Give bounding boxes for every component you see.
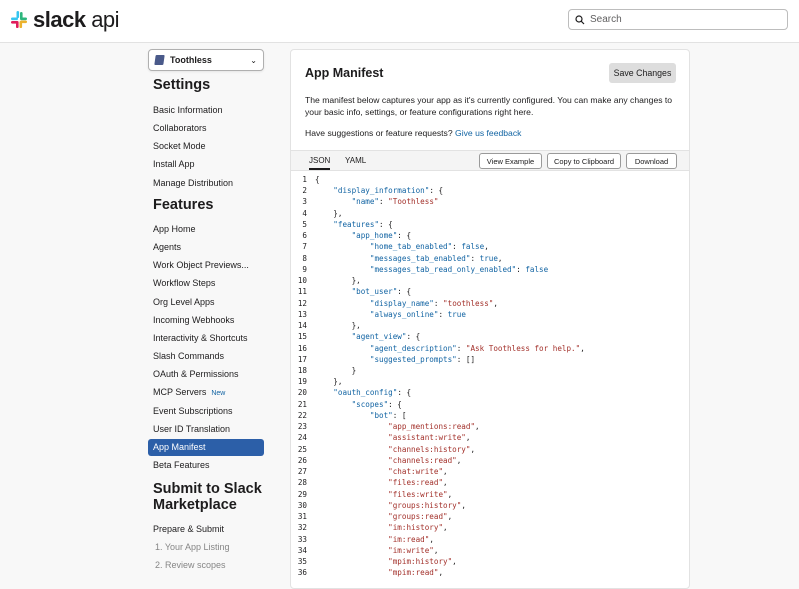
code-line [291, 208, 689, 219]
tab-yaml[interactable]: YAML [345, 156, 367, 165]
sidebar-item-beta-features[interactable] [148, 457, 264, 474]
code-line [291, 354, 689, 365]
code-text: }, [315, 208, 343, 218]
code-line [291, 298, 689, 309]
code-line [291, 174, 689, 185]
code-line [291, 489, 689, 500]
code-text: "app_mentions:read", [388, 422, 480, 432]
code-text: { [315, 175, 320, 184]
line-number: 25 [297, 444, 307, 454]
code-line [291, 399, 689, 410]
sidebar-item-label: Slash Commands [153, 351, 225, 362]
code-line [291, 477, 689, 488]
code-text: "mpim:read", [388, 568, 444, 578]
sidebar-item-collaborators[interactable] [148, 120, 264, 137]
line-number: 7 [302, 242, 307, 252]
sidebar-item-interactivity-shortcuts[interactable] [148, 330, 264, 347]
code-line [291, 522, 689, 533]
line-number: 35 [297, 556, 307, 566]
code-text: } [315, 365, 357, 375]
code-line [291, 511, 689, 522]
line-number: 6 [302, 231, 307, 241]
code-text: "assistant:write", [388, 433, 471, 443]
code-text: "files:read", [388, 478, 448, 488]
line-number: 32 [297, 523, 307, 533]
code-text: "im:read", [388, 534, 434, 544]
sidebar-item-label: Basic Information [153, 105, 223, 115]
app-name: Toothless [170, 55, 212, 65]
line-number: 26 [297, 455, 307, 465]
code-line [291, 286, 689, 297]
view-example-button[interactable]: View Example [479, 153, 542, 169]
code-line [291, 343, 689, 354]
line-number: 17 [297, 354, 307, 364]
section-title: Settings [153, 77, 211, 93]
line-number: 10 [297, 276, 307, 286]
code-line [291, 455, 689, 466]
feedback-text [305, 128, 521, 138]
sidebar-item-label: App Home [153, 224, 196, 234]
line-number: 9 [302, 264, 307, 274]
line-number: 18 [297, 365, 307, 375]
line-number: 19 [297, 377, 307, 387]
sidebar-item-prepare-submit[interactable] [148, 521, 264, 538]
app-selector[interactable] [148, 49, 264, 71]
line-number: 20 [297, 388, 307, 398]
copy-to-clipboard-button[interactable]: Copy to Clipboard [547, 153, 621, 169]
sidebar-item-label: User ID Translation [153, 423, 231, 434]
sidebar-item-label: OAuth & Permissions [153, 369, 239, 380]
code-line [291, 320, 689, 331]
sidebar-item-basic-information[interactable] [148, 102, 264, 119]
sidebar-item-label: Event Subscriptions [153, 405, 233, 416]
line-number: 8 [302, 253, 307, 263]
code-line [291, 556, 689, 567]
code-text: "home_tab_enabled": false, [369, 242, 489, 252]
code-line [291, 432, 689, 443]
sidebar [148, 49, 268, 571]
code-line [291, 331, 689, 342]
chevron-down-icon: ⌄ [250, 55, 257, 65]
logo-text: slack [33, 7, 86, 32]
code-text: "agent_description": "Ask Toothless for help.", [369, 343, 585, 353]
line-number: 13 [297, 309, 307, 319]
sidebar-item-oauth-permissions[interactable] [148, 366, 264, 383]
code-line [291, 309, 689, 320]
search-box[interactable] [568, 9, 788, 30]
line-number: 4 [302, 208, 307, 218]
code-text: "features": { [333, 219, 393, 229]
sidebar-item-label: App Manifest [153, 441, 206, 452]
line-number: 2 [302, 186, 307, 196]
sidebar-item-label: Incoming Webhooks [153, 314, 235, 325]
code-text: "scopes": { [351, 399, 402, 409]
code-text: "chat:write", [388, 467, 448, 477]
line-number: 29 [297, 489, 307, 499]
sidebar-item-install-app[interactable] [148, 156, 264, 173]
line-number: 14 [297, 321, 307, 331]
code-text: "suggested_prompts": [] [369, 354, 476, 364]
sidebar-item-label: Interactivity & Shortcuts [153, 332, 248, 343]
code-line [291, 387, 689, 398]
feedback-link[interactable]: Give us feedback [455, 128, 522, 138]
code-text: "always_online": true [369, 309, 466, 319]
slack-api-logo[interactable] [9, 9, 119, 31]
code-line [291, 264, 689, 275]
line-number: 21 [297, 399, 307, 409]
editor-toolbar [291, 150, 689, 171]
app-icon [154, 55, 164, 65]
line-number: 30 [297, 500, 307, 510]
code-line [291, 241, 689, 252]
line-number: 15 [297, 332, 307, 342]
download-button[interactable]: Download [626, 153, 677, 169]
sidebar-item-label: Manage Distribution [153, 177, 234, 188]
sidebar-item-agents[interactable] [148, 239, 264, 256]
sidebar-item-label: 1. Your App Listing [155, 542, 230, 553]
code-line [291, 275, 689, 286]
code-text: "messages_tab_read_only_enabled": false [369, 264, 549, 274]
sidebar-item-label: Beta Features [153, 459, 210, 470]
sidebar-item-app-home[interactable] [148, 221, 264, 238]
code-text: "agent_view": { [351, 332, 421, 342]
code-text: "name": "Toothless" [351, 197, 439, 207]
line-number: 22 [297, 410, 307, 420]
sidebar-item-label: Collaborators [153, 123, 207, 134]
code-line [291, 253, 689, 264]
line-number: 28 [297, 478, 307, 488]
code-line [291, 466, 689, 477]
section-title: Features [153, 197, 214, 213]
code-line [291, 500, 689, 511]
sidebar-item-workflow-steps[interactable] [148, 275, 264, 292]
code-text: "bot_user": { [351, 287, 412, 297]
line-number: 12 [297, 298, 307, 308]
code-line [291, 185, 689, 196]
code-line [291, 534, 689, 545]
line-number: 5 [302, 219, 307, 229]
sidebar-item-label: Agents [153, 242, 182, 253]
sidebar-item-app-manifest[interactable] [148, 439, 264, 456]
slack-logo-icon [9, 10, 29, 30]
section-title: Submit to Slack Marketplace [153, 481, 262, 513]
code-text: "display_information": { [333, 186, 444, 196]
manifest-code-editor[interactable] [291, 174, 689, 578]
code-text: "oauth_config": { [333, 388, 412, 398]
line-number: 23 [297, 422, 307, 432]
code-text: "app_home": { [351, 231, 412, 241]
code-line [291, 410, 689, 421]
line-number: 33 [297, 534, 307, 544]
sidebar-item-slash-commands[interactable] [148, 348, 264, 365]
code-line [291, 230, 689, 241]
code-line [291, 376, 689, 387]
code-line [291, 545, 689, 556]
sidebar-item-event-subscriptions[interactable] [148, 403, 264, 420]
code-text: "messages_tab_enabled": true, [369, 253, 503, 263]
code-text: "mpim:history", [388, 556, 457, 566]
new-badge: New [211, 390, 226, 398]
code-text: "channels:history", [388, 444, 476, 454]
save-changes-button[interactable]: Save Changes [609, 63, 676, 83]
code-text: "groups:history", [388, 500, 466, 510]
line-number: 1 [302, 175, 307, 184]
top-bar [0, 0, 799, 43]
sidebar-item-socket-mode[interactable] [148, 138, 264, 155]
search-icon [575, 15, 585, 25]
code-text: }, [315, 377, 343, 387]
code-text: "groups:read", [388, 512, 453, 522]
code-text: "channels:read", [388, 455, 462, 465]
code-line [291, 196, 689, 207]
sidebar-item-2-review-scopes[interactable] [148, 557, 264, 574]
code-line [291, 444, 689, 455]
line-number: 34 [297, 545, 307, 555]
line-number: 31 [297, 512, 307, 522]
sidebar-item-label: Install App [153, 159, 195, 170]
logo-suffix: api [91, 7, 120, 32]
sidebar-item-manage-distribution[interactable] [148, 175, 264, 192]
sidebar-item-label: Org Level Apps [153, 296, 215, 307]
code-text: "bot": [ [369, 410, 407, 420]
line-number: 27 [297, 467, 307, 477]
code-text: }, [315, 276, 361, 286]
sidebar-item-label: MCP Servers [153, 387, 207, 398]
line-number: 16 [297, 343, 307, 353]
sidebar-item-label: Workflow Steps [153, 278, 216, 289]
line-number: 24 [297, 433, 307, 443]
feedback-prefix: Have suggestions or feature requests? [305, 128, 453, 138]
sidebar-item-label: Socket Mode [153, 141, 206, 152]
line-number: 11 [297, 287, 307, 297]
code-text: "im:write", [388, 545, 439, 555]
tab-json[interactable]: JSON [309, 156, 330, 170]
sidebar-item-incoming-webhooks[interactable] [148, 312, 264, 329]
code-line [291, 365, 689, 376]
page-title: App Manifest [305, 66, 384, 80]
sidebar-item-label: Work Object Previews... [153, 260, 249, 271]
code-text: "display_name": "toothless", [369, 298, 498, 308]
code-line [291, 219, 689, 230]
description-text: The manifest below captures your app as it's currently configured. You can make any changes to your basic info, settings, or feature configurations right here. [305, 95, 673, 117]
app-manifest-panel [290, 49, 690, 589]
code-text: "im:history", [388, 523, 448, 533]
sidebar-item-label: 2. Review scopes [155, 560, 226, 571]
code-line [291, 421, 689, 432]
sidebar-item-work-object-previews[interactable] [148, 257, 264, 274]
search-input[interactable] [590, 14, 780, 25]
line-number: 36 [297, 568, 307, 578]
code-text: "files:write", [388, 489, 453, 499]
sidebar-item-mcp-servers[interactable] [148, 384, 264, 401]
line-number: 3 [302, 197, 307, 207]
sidebar-item-user-id-translation[interactable] [148, 421, 264, 438]
sidebar-item-org-level-apps[interactable] [148, 294, 264, 311]
code-text: }, [315, 321, 361, 331]
sidebar-item-1-your-app-listing[interactable] [148, 539, 264, 556]
sidebar-item-label: Prepare & Submit [153, 524, 225, 534]
